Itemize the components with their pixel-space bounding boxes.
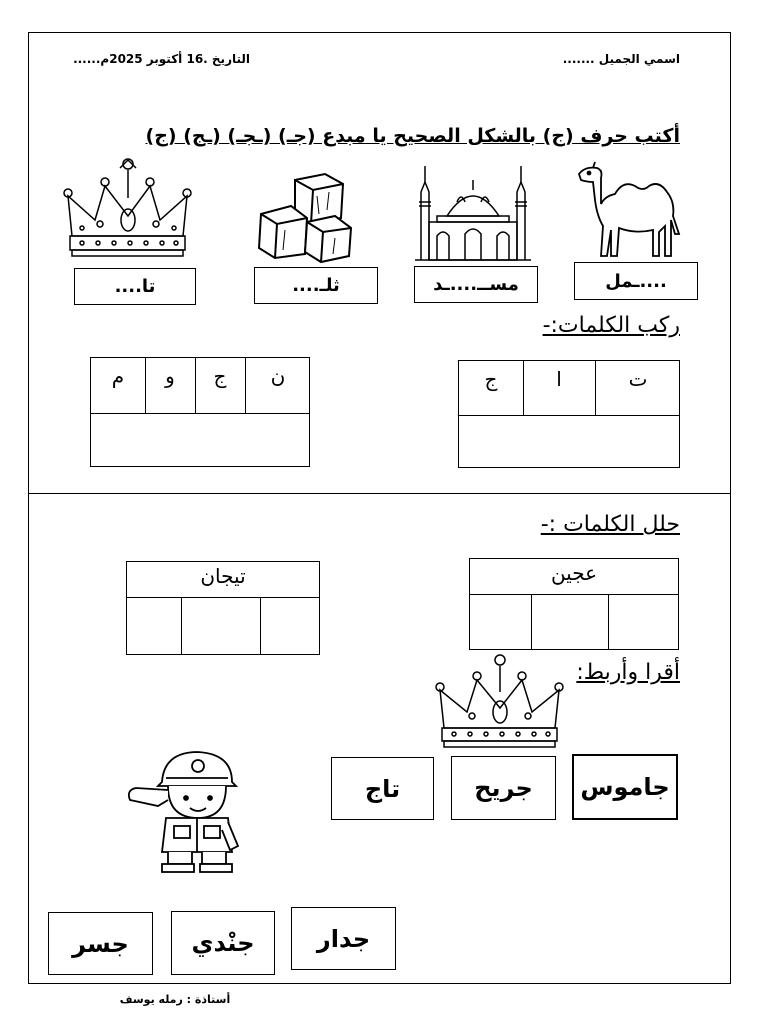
section4-title: أقرا وأربط: — [576, 660, 680, 685]
letter-cell: و — [165, 364, 175, 388]
compose-grid-left — [90, 357, 310, 467]
analyze-grid-left — [126, 561, 320, 655]
crown-icon — [60, 158, 195, 258]
word-box-jidar[interactable]: جدار — [291, 907, 396, 970]
letter-cell: ج — [213, 364, 227, 388]
blank-box-ice[interactable]: ثلـ.... — [254, 267, 378, 304]
word-box-jisr[interactable]: جسر — [48, 912, 153, 975]
letter-cell: ج — [484, 367, 498, 391]
word-box-jareeh[interactable]: جريح — [451, 756, 556, 820]
camel-icon — [575, 160, 685, 260]
analyze-word-right: عجين — [550, 561, 598, 585]
crown-icon — [432, 654, 567, 750]
section1-title: أكتب حرف (ج) بالشكل الصحيح يا مبدع (جـ) (ـجـ) (ـج) (ج) — [145, 125, 680, 147]
blank-box-mosque[interactable]: مســ....ـد — [414, 266, 538, 303]
blank-box-camel[interactable]: ....ـمل — [574, 262, 698, 300]
blank-box-crown[interactable]: تا.... — [74, 268, 196, 305]
analyze-word-left: تيجان — [200, 564, 246, 588]
letter-cell: ن — [270, 364, 286, 388]
compose-grid-right — [458, 360, 680, 468]
answer-box-right[interactable] — [459, 416, 679, 467]
date-label: التاريخ .16 أكتوبر 2025م...... — [73, 52, 250, 66]
teacher-name: أستاذة : رمله يوسف — [119, 993, 231, 1006]
student-name-field[interactable]: اسمي الجميل ....... — [562, 52, 680, 66]
section2-title: ركب الكلمات:- — [542, 313, 680, 338]
mosque-icon — [413, 162, 533, 262]
word-box-jamoos[interactable]: جاموس — [572, 754, 678, 820]
letter-cell: ت — [628, 367, 648, 391]
soldier-icon — [122, 748, 262, 874]
letter-cell: ا — [556, 367, 562, 391]
section3-title: حلل الكلمات :- — [540, 512, 680, 537]
word-box-jundi[interactable]: جنْدي — [171, 911, 275, 975]
letter-cell: م — [111, 364, 125, 388]
section-divider — [28, 493, 731, 494]
word-box-taj[interactable]: تاج — [331, 757, 434, 820]
ice-cubes-icon — [255, 170, 355, 262]
answer-box-left[interactable] — [91, 414, 309, 466]
analyze-grid-right — [469, 558, 679, 650]
